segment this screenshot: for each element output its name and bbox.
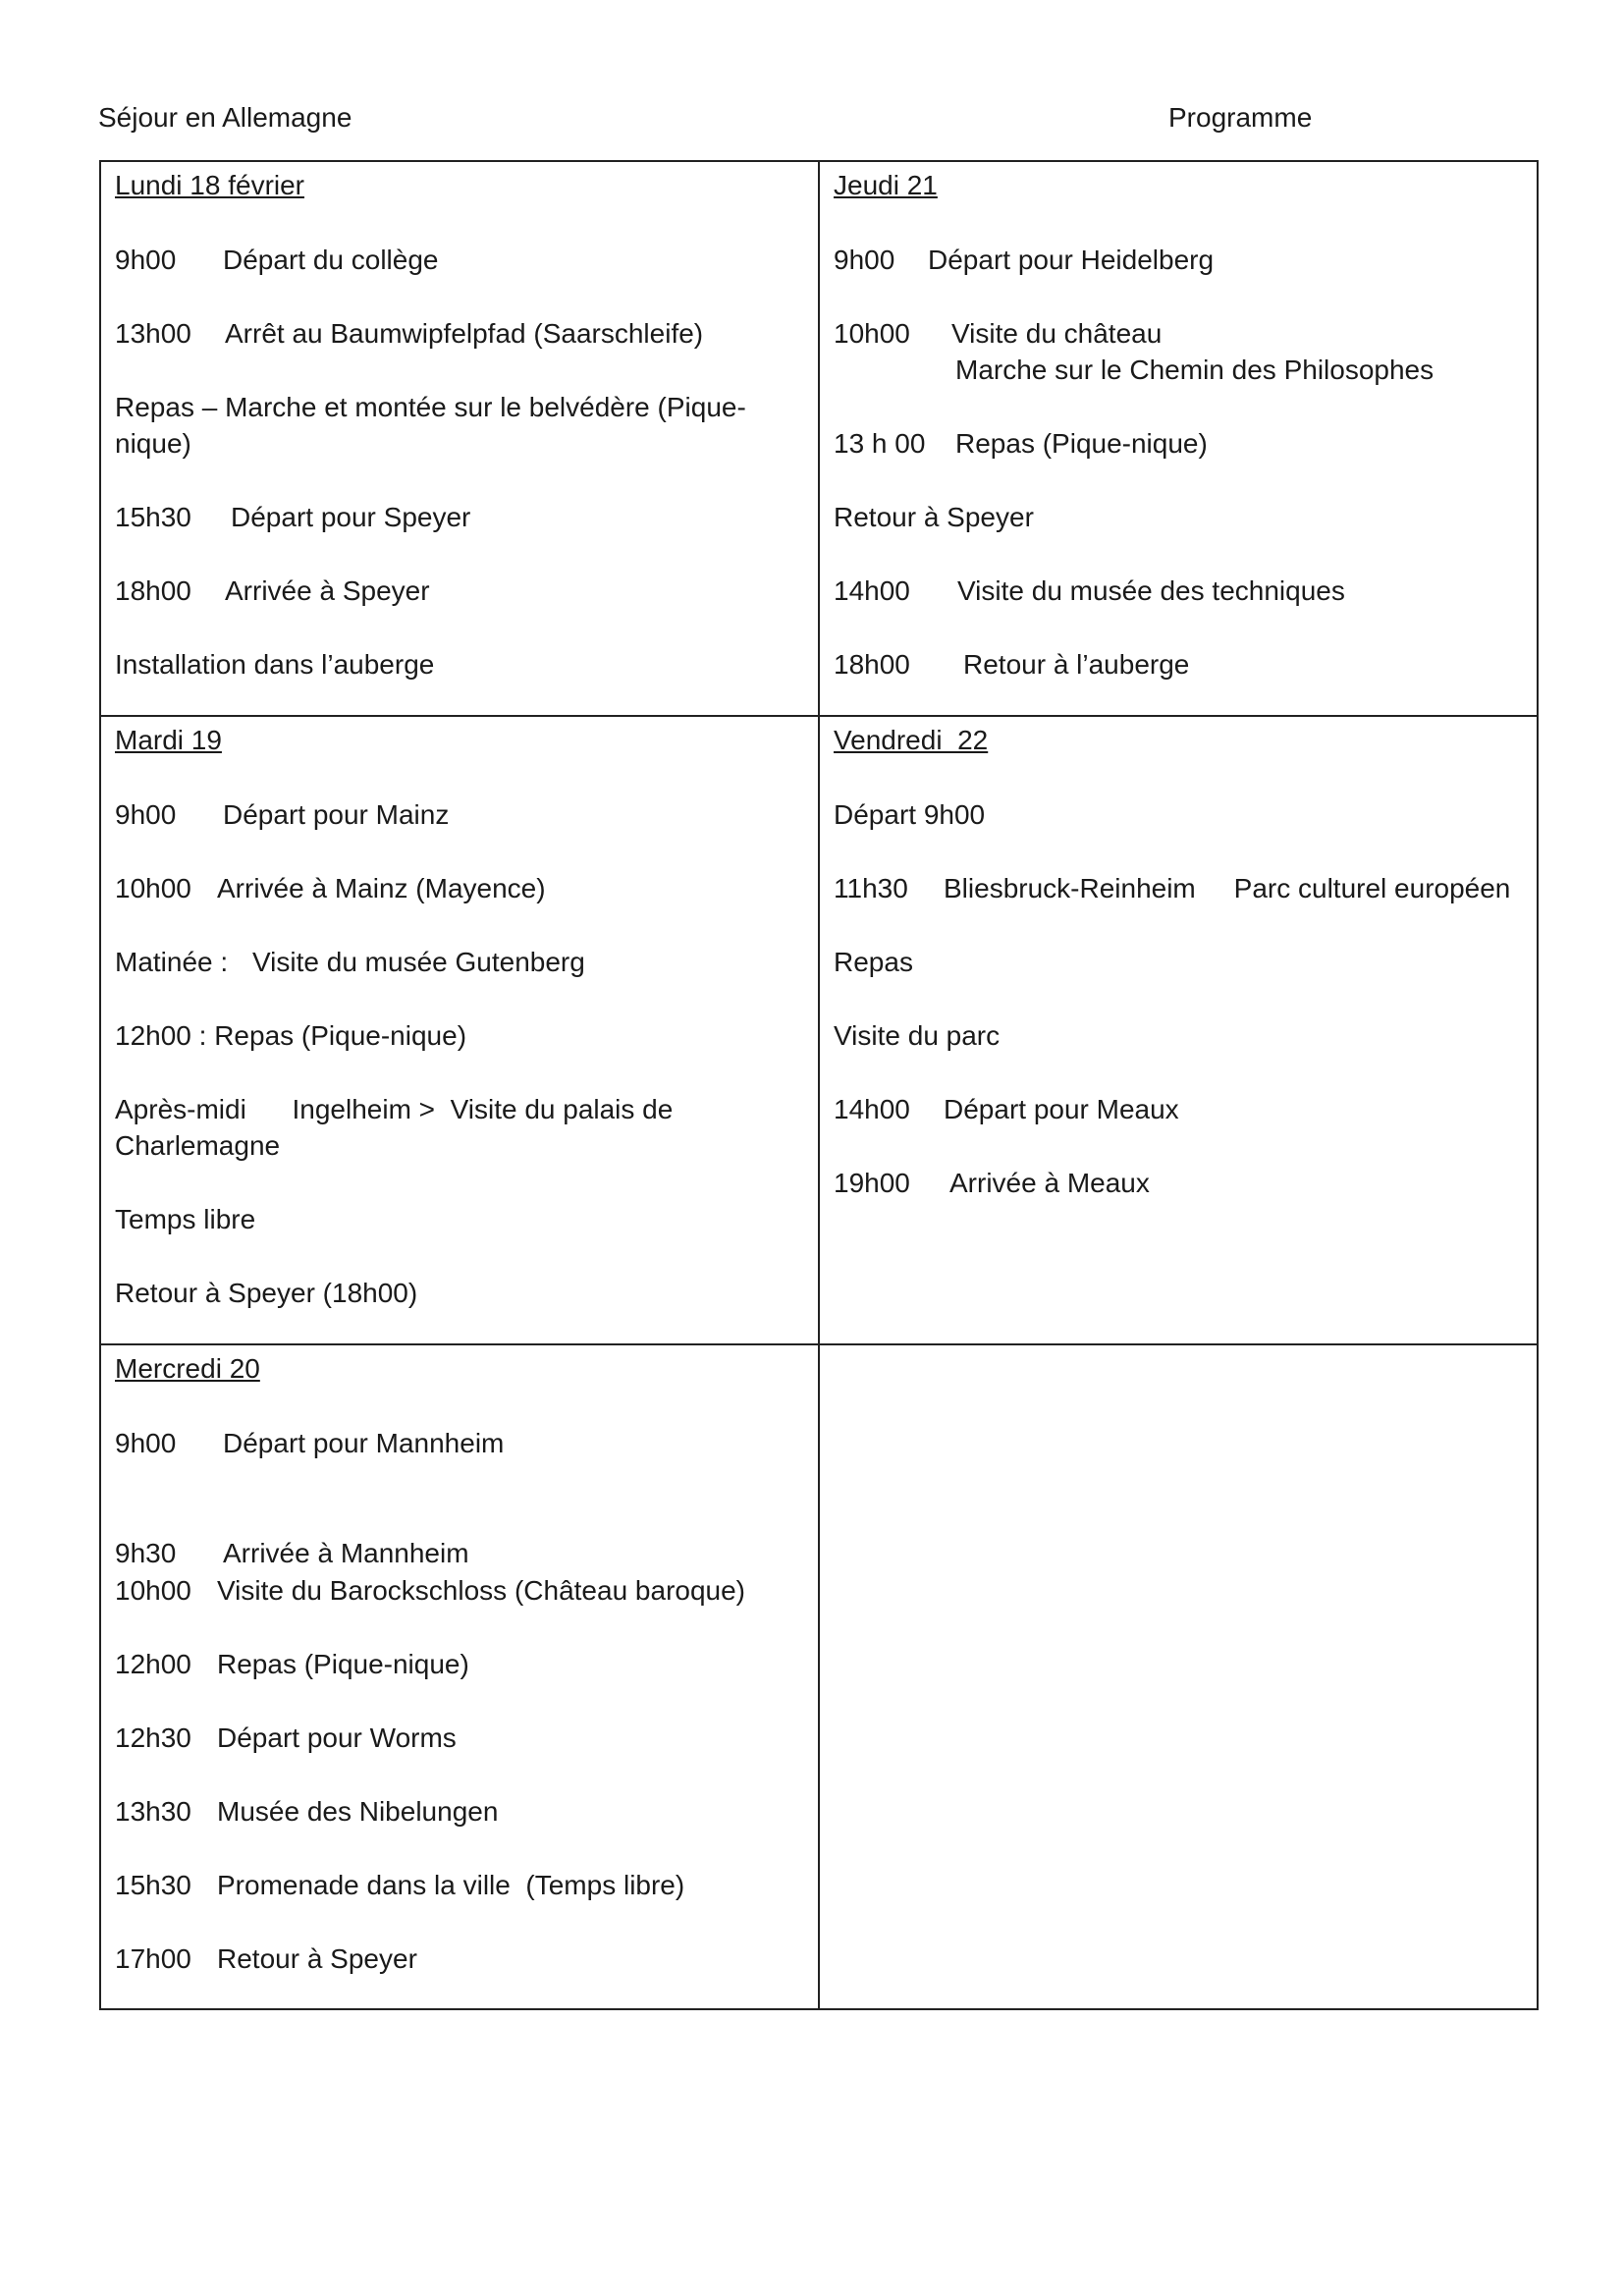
schedule-entry: [115, 1793, 804, 1831]
entry-text: Repas (Pique-nique): [955, 428, 1208, 459]
entry-text: Bliesbruck-Reinheim Parc culturel européen: [944, 872, 1511, 903]
schedule-entry: [115, 944, 804, 981]
entry-text: Visite du musée Gutenberg: [252, 946, 585, 977]
entry-text: Arrivée à Mannheim: [223, 1538, 469, 1568]
entry-text: Visite du musée des techniques: [957, 575, 1345, 606]
entry-time: 12h30: [115, 1722, 191, 1753]
entry-text: Visite du parc: [834, 1019, 1001, 1051]
schedule-entry: [115, 1572, 804, 1610]
entry-time: 14h00: [834, 1093, 910, 1124]
schedule-entry: [115, 1091, 714, 1165]
entry-text: Retour à Speyer (18h00): [115, 1278, 418, 1308]
schedule-entry: [834, 425, 1523, 463]
entry-time: 9h00: [115, 1427, 177, 1458]
schedule-entry: [834, 499, 1523, 536]
entry-time: 15h30: [115, 502, 191, 532]
schedule-entry: [115, 870, 804, 907]
entry-text: Départ pour Meaux: [944, 1093, 1179, 1124]
schedule-table: [99, 160, 1539, 2010]
entry-text: Arrivée à Mainz (Mayence): [217, 872, 546, 903]
day-title: Mardi 19: [115, 725, 222, 755]
schedule-entry: [115, 242, 804, 279]
entry-time: 17h00: [115, 1942, 191, 1974]
entry-time: 13h30: [115, 1795, 191, 1827]
schedule-entry: [834, 315, 1523, 389]
entry-text: Visite du château: [951, 317, 1163, 349]
entry-text: Départ pour Speyer: [231, 502, 471, 532]
empty-cell: [819, 1344, 1538, 2009]
entry-subtext: Marche sur le Chemin des Philosophes: [955, 355, 1435, 385]
entry-time: 12h00: [115, 1648, 191, 1679]
schedule-entry: [834, 1017, 1523, 1055]
schedule-entry: [115, 1720, 804, 1757]
schedule-entry: [834, 573, 1523, 610]
entry-text: Départ pour Heidelberg: [928, 244, 1215, 275]
schedule-entry: [834, 242, 1523, 279]
schedule-entry: [115, 1535, 804, 1572]
entry-time: 9h30: [115, 1538, 177, 1568]
entry-time: 18h00: [115, 575, 191, 606]
entry-time: 19h00: [834, 1167, 910, 1198]
schedule-entry: [115, 1017, 804, 1055]
day-cell-vendredi: [819, 716, 1538, 1344]
schedule-entry: [115, 315, 804, 353]
schedule-entry: [115, 1867, 804, 1904]
entry-text: Départ pour Mainz: [223, 798, 450, 830]
entry-text: Repas – Marche et montée sur le belvédère (Pique-nique): [115, 391, 746, 459]
schedule-entry: [115, 796, 804, 834]
schedule-entry: [115, 1646, 804, 1683]
schedule-entry: [115, 1941, 804, 1978]
entry-time: 18h00: [834, 649, 910, 680]
schedule-entry: [834, 1165, 1523, 1202]
entry-text: Après-midi Ingelheim > Visite du palais de Charlemagne: [115, 1093, 681, 1161]
entry-text: 12h00 : Repas (Pique-nique): [115, 1019, 467, 1051]
schedule-entry: [834, 870, 1523, 907]
entry-time: 10h00: [834, 317, 910, 349]
entry-time: 13 h 00: [834, 428, 926, 459]
day-title: Jeudi 21: [834, 170, 938, 200]
entry-time: 10h00: [115, 1574, 191, 1606]
trip-title: Séjour en Allemagne: [98, 102, 352, 133]
entry-text: Arrivée à Meaux: [949, 1167, 1150, 1198]
day-cell-mardi: [100, 716, 819, 1344]
entry-text: Musée des Nibelungen: [217, 1795, 499, 1827]
schedule-entry: [834, 944, 1523, 981]
entry-time: 9h00: [115, 798, 177, 830]
table-row: [100, 161, 1538, 716]
schedule-entry: [115, 499, 804, 536]
entry-text: Retour à Speyer: [834, 502, 1034, 532]
entry-text: Départ pour Mannheim: [223, 1427, 505, 1458]
entry-time: 11h30: [834, 872, 908, 903]
schedule-entry: [115, 646, 804, 683]
entry-time: 10h00: [115, 872, 191, 903]
entry-text: Départ 9h00: [834, 798, 986, 830]
entry-text: Visite du Barockschloss (Château baroque): [217, 1574, 746, 1606]
entry-text: Temps libre: [115, 1204, 256, 1234]
table-row: [100, 716, 1538, 1344]
programme-label: Programme: [1168, 102, 1313, 133]
day-cell-mercredi: [100, 1344, 819, 2009]
schedule-entry: [115, 389, 783, 463]
day-title: Lundi 18 février: [115, 170, 305, 200]
schedule-entry: [834, 646, 1523, 683]
day-title: Mercredi 20: [115, 1353, 260, 1384]
day-cell-jeudi: [819, 161, 1538, 716]
entry-time: Matinée :: [115, 946, 229, 977]
entry-text: Départ pour Worms: [217, 1722, 457, 1753]
entry-text: Installation dans l’auberge: [115, 649, 435, 680]
table-row: [100, 1344, 1538, 2009]
entry-text: Repas: [834, 946, 913, 977]
day-title: Vendredi 22: [834, 725, 989, 755]
entry-time: 9h00: [115, 244, 177, 275]
entry-time: 15h30: [115, 1869, 191, 1900]
schedule-entry: [834, 1091, 1523, 1128]
entry-text: Départ du collège: [223, 244, 439, 275]
entry-time: 13h00: [115, 317, 191, 349]
entry-text: Promenade dans la ville (Temps libre): [217, 1869, 685, 1900]
schedule-entry: [115, 1201, 804, 1238]
schedule-entry: [834, 796, 1523, 834]
entry-time: 14h00: [834, 575, 910, 606]
entry-text: Arrivée à Speyer: [225, 575, 430, 606]
entry-text: Retour à Speyer: [217, 1942, 417, 1974]
schedule-entry: [115, 1275, 804, 1312]
schedule-entry: [115, 573, 804, 610]
day-cell-lundi: [100, 161, 819, 716]
entry-text: Arrêt au Baumwipfelpfad (Saarschleife): [225, 317, 704, 349]
entry-text: Repas (Pique-nique): [217, 1648, 469, 1679]
entry-time: 9h00: [834, 244, 895, 275]
entry-text: Retour à l’auberge: [963, 649, 1190, 680]
schedule-entry: [115, 1425, 804, 1462]
